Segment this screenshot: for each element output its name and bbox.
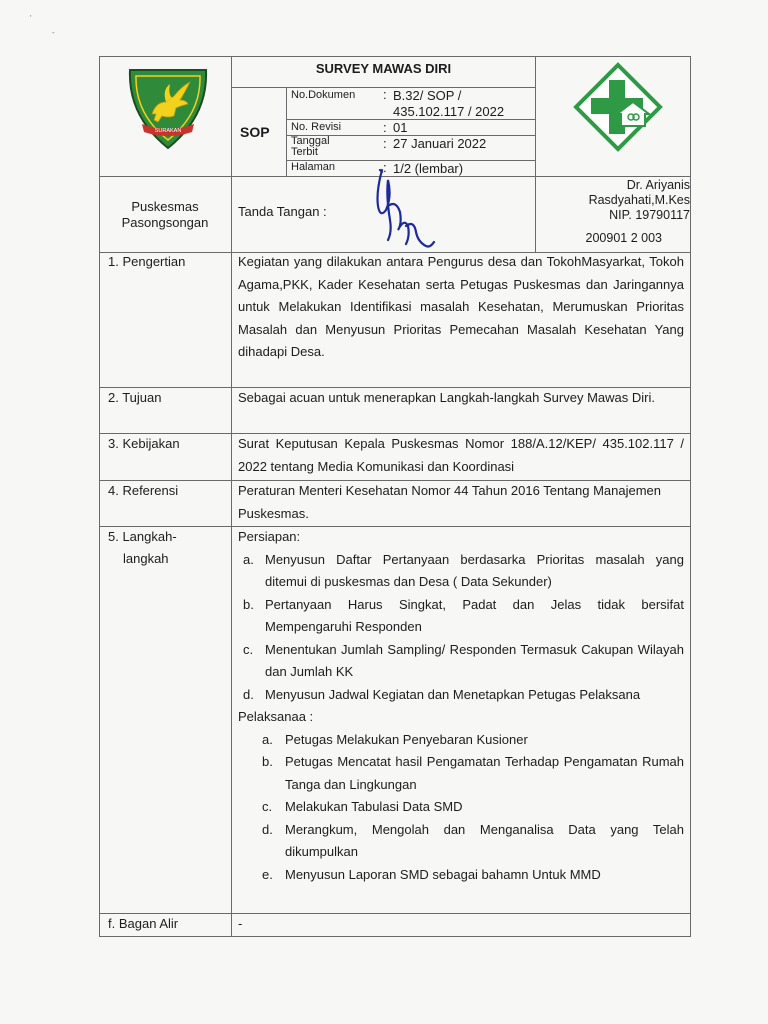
section-text-tujuan: Sebagai acuan untuk menerapkan Langkah-langkah Survey Mawas Diri.: [238, 390, 655, 405]
section-text-pengertian: Kegiatan yang dilakukan antara Pengurus desa dan TokohMasyarkat, Tokoh Agama,PKK, Kader Kesehatan serta Petugas Puskesmas dan Jaringannya untuk Melakukan Identifikasi masalah Kesehatan, Merumuskan Prioritas Masalah dan Menyusun Prioritas Pemecahan Masalah Kesehatan Yang dihadapi Desa.: [238, 254, 684, 359]
list-text: Menyusun Daftar Pertanyaan berdasarka Prioritas masalah yang ditemui di puskesmas dan Desa ( Data Sekunder): [265, 551, 684, 589]
scan-mark: -: [52, 28, 55, 37]
meta-value-tanggal-terbit: 27 Januari 2022: [393, 136, 487, 151]
signer-name-line2: Rasdyahati,M.Kes: [588, 193, 690, 207]
list-text: Menyusun Jadwal Kegiatan dan Menetapkan Petugas Pelaksana: [265, 686, 641, 702]
list-letter: d.: [243, 686, 254, 702]
list-text: Petugas Melakukan Penyebaran Kusioner: [285, 731, 528, 747]
list-letter: b.: [243, 596, 254, 612]
signer-block: [536, 178, 690, 246]
list-letter: e.: [262, 866, 273, 882]
list-item: [238, 751, 684, 796]
list-item: [238, 639, 684, 684]
meta-sep: :: [383, 120, 387, 135]
signer-nip-line1: NIP. 19790117: [609, 208, 690, 222]
meta-label-no-revisi: No. Revisi: [291, 121, 342, 133]
meta-value-no-dokumen: B.32/ SOP / 435.102.117 / 2022: [393, 88, 505, 119]
section-label-referensi: 4. Referensi: [108, 483, 179, 498]
list-text: Menyusun Laporan SMD sebagai bahamn Untuk MMD: [285, 866, 601, 882]
list-text: Menentukan Jumlah Sampling/ Responden Termasuk Cakupan Wilayah dan Jumlah KK: [265, 641, 684, 679]
puskesmas-name: Puskesmas Pasongsongan: [121, 199, 209, 230]
list-item: [238, 864, 684, 887]
pelaksanaan-title: Pelaksanaa :: [238, 709, 314, 724]
list-text: Petugas Mencatat hasil Pengamatan Terhadap Pengamatan Rumah Tanga dan Lingkungan: [285, 754, 684, 792]
section-text-kebijakan: Surat Keputusan Kepala Puskesmas Nomor 188/A.12/KEP/ 435.102.117 / 2022 tentang Media Komunikasi dan Koordinasi: [238, 436, 684, 474]
meta-sep: :: [383, 136, 387, 151]
meta-sep: :: [383, 160, 387, 175]
sop-label: SOP: [240, 124, 270, 140]
langkah-label-line2: langkah: [123, 551, 169, 566]
signer-nip-line2: 200901 2 003: [585, 231, 662, 245]
meta-label-tanggal-terbit: Tanggal Terbit: [291, 135, 330, 158]
section-label-bagan-alir: f. Bagan Alir: [108, 916, 179, 931]
meta-sep: :: [383, 87, 387, 102]
signature-label: Tanda Tangan :: [238, 204, 327, 219]
puskesmas-logo: [573, 62, 663, 152]
document-title: SURVEY MAWAS DIRI: [315, 61, 452, 76]
list-item: [238, 796, 684, 819]
list-letter: c.: [243, 641, 254, 657]
list-item: [238, 819, 684, 864]
section-label-pengertian: 1. Pengertian: [108, 254, 186, 269]
list-item: [238, 594, 684, 639]
list-text: Melakukan Tabulasi Data SMD: [285, 799, 463, 814]
handwritten-signature: [366, 166, 446, 256]
section-text-langkah: [238, 526, 684, 886]
list-item: [238, 549, 684, 594]
langkah-label-line1: 5. Langkah-: [108, 529, 177, 544]
list-text: Pertanyaan Harus Singkat, Padat dan Jelas tidak bersifat Mempengaruhi Responden: [265, 596, 684, 634]
section-label-kebijakan: 3. Kebijakan: [108, 436, 180, 451]
meta-value-halaman: 1/2 (lembar): [393, 161, 464, 176]
list-letter: c.: [262, 799, 273, 814]
pelaksanaan-list: [238, 729, 684, 887]
regency-shield-logo: [122, 64, 214, 156]
list-letter: b.: [262, 754, 273, 769]
meta-label-halaman: Halaman: [291, 161, 336, 173]
logo-ribbon-text: SURAKAN: [154, 128, 182, 134]
signer-name-line1: Dr. Ariyanis: [626, 178, 690, 192]
section-label-langkah: [108, 526, 177, 570]
section-text-referensi: Peraturan Menteri Kesehatan Nomor 44 Tahun 2016 Tentang Manajemen Puskesmas.: [238, 483, 662, 521]
list-item: [238, 684, 684, 707]
list-letter: a.: [243, 551, 254, 567]
section-text-bagan-alir: -: [238, 916, 243, 931]
meta-label-no-dokumen: No.Dokumen: [291, 89, 356, 101]
scan-mark: ': [30, 14, 32, 23]
section-label-tujuan: 2. Tujuan: [108, 390, 162, 405]
persiapan-list: [238, 549, 684, 707]
list-item: [238, 729, 684, 752]
list-letter: a.: [262, 731, 273, 747]
list-letter: d.: [262, 821, 273, 837]
list-text: Merangkum, Mengolah dan Menganalisa Data yang Telah dikumpulkan: [285, 821, 684, 859]
persiapan-title: Persiapan:: [238, 529, 301, 544]
meta-value-no-revisi: 01: [393, 120, 408, 135]
